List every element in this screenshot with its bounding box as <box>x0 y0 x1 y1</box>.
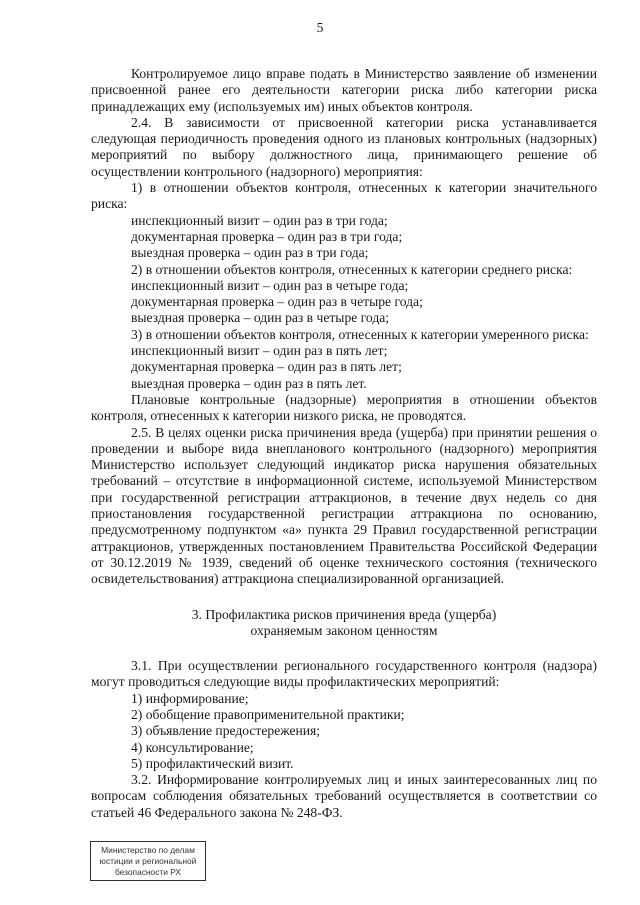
list-item: документарная проверка – один раз в четыре года; <box>131 294 423 310</box>
section-3-title-line-2: охраняемым законом ценностям <box>250 622 438 638</box>
paragraph-3-1: 3.1. При осуществлении регионального государственного контроля (надзора) могут проводиться следующие виды профилактических мероприятий: <box>91 658 597 690</box>
section-3-title-line-1: 3. Профилактика рисков причинения вреда (ущерба) <box>191 606 497 622</box>
list-item: выездная проверка – один раз в четыре года; <box>131 310 390 326</box>
list-item: инспекционный визит – один раз в пять лет; <box>131 343 388 359</box>
stamp-line: юстиции и региональной <box>99 856 197 866</box>
list-item: 4) консультирование; <box>131 739 254 755</box>
list-item: 5) профилактический визит. <box>131 755 294 771</box>
list-item: 1) информирование; <box>131 690 249 706</box>
risk-category-medium: 2) в отношении объектов контроля, отнесенных к категории среднего риска: <box>131 261 573 277</box>
list-item: документарная проверка – один раз в три года; <box>131 228 403 244</box>
page-number: 5 <box>316 20 324 35</box>
paragraph-2-4: 2.4. В зависимости от присвоенной категории риска устанавливается следующая периодичность проведения одного из плановых контрольных (надзорных) мероприятий по выбору должностного лица, принимающего решение об осуществлении контрольного (надзорного) мероприятия: <box>91 114 597 179</box>
ministry-stamp <box>90 841 206 881</box>
list-item: 3) объявление предостережения; <box>131 723 321 739</box>
list-item: 2) обобщение правоприменительной практики; <box>131 706 405 722</box>
paragraph-low-risk: Плановые контрольные (надзорные) мероприятия в отношении объектов контроля, отнесенных к категории низкого риска, не проводятся. <box>91 391 597 424</box>
list-item: инспекционный визит – один раз в три года; <box>131 212 388 228</box>
list-item: документарная проверка – один раз в пять лет; <box>131 359 402 375</box>
list-item: инспекционный визит – один раз в четыре года; <box>131 277 409 293</box>
stamp-line: безопасности РХ <box>114 867 182 877</box>
paragraph-3-2: 3.2. Информирование контролируемых лиц и иных заинтересованных лиц по вопросам соблюдения обязательных требований осуществляется в соответствии со статьей 46 Федерального закона № 248-ФЗ. <box>91 772 597 820</box>
risk-category-significant: 1) в отношении объектов контроля, отнесенных к категории значительного риска: <box>91 180 597 212</box>
stamp-line: Министерство по делам <box>101 845 195 855</box>
paragraph-risk-change: Контролируемое лицо вправе подать в Министерство заявление об изменении присвоенной ранее его деятельности категории риска либо категории риска принадлежащих ему (используемых им) иных объектов контроля. <box>91 66 597 114</box>
list-item: выездная проверка – один раз в пять лет. <box>131 375 367 391</box>
list-item: выездная проверка – один раз в три года; <box>131 245 369 261</box>
paragraph-2-5: 2.5. В целях оценки риска причинения вреда (ущерба) при принятии решения о проведении и выборе вида внепланового контрольного (надзорного) мероприятия Министерство использует следующий индикатор риска нарушения обязательных требований – отсутствие в информационной системе, используемой Министерством при государственной регистрации аттракционов, в течение двух недель со дня приостановления государственной регистрации аттракциона по основанию, предусмотренному подпунктом «а» пункта 29 Правил государственной регистрации аттракционов, утвержденных постановлением Правительства Российской Федерации от 30.12.2019 № 1939, сведений об оценке технического состояния (технического освидетельствования) аттракциона специализированной организацией. <box>91 424 597 587</box>
risk-category-moderate: 3) в отношении объектов контроля, отнесенных к категории умеренного риска: <box>131 326 589 342</box>
document-body <box>91 66 597 821</box>
